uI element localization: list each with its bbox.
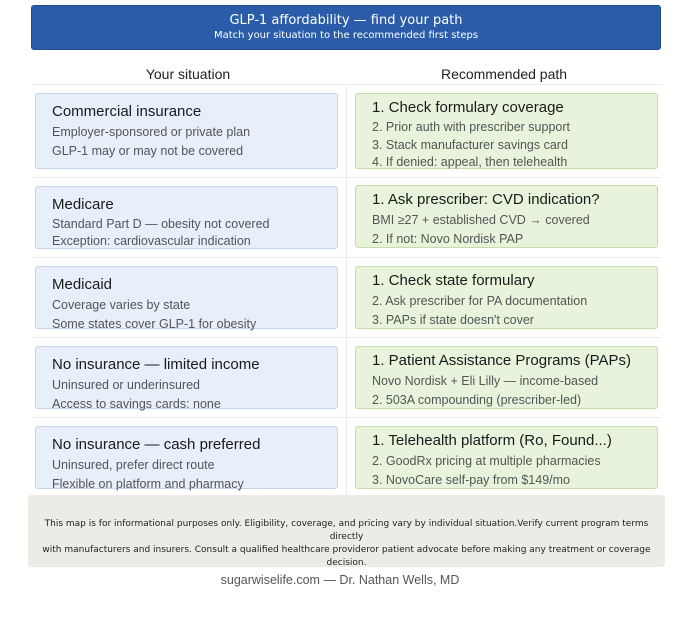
situation-card-cash-preferred [35,426,338,489]
situation-detail: Uninsured or underinsured [52,378,201,392]
title-banner [31,5,661,50]
row-divider [31,257,662,258]
column-divider [346,86,347,496]
situation-detail: Some states cover GLP-1 for obesity [52,317,257,331]
page-subtitle: Match your situation to the recommended first steps [213,30,479,41]
path-step: 3. PAPs if state doesn't cover [372,313,534,327]
disclaimer-box [28,495,665,567]
disclaimer-line: with manufacturers and insurers. Consult a qualified healthcare provideror patient advocate before making any treatment or coverage decision. [42,545,651,568]
situation-detail: Uninsured, prefer direct route [52,458,215,472]
path-step: 3. Stack manufacturer savings card [372,137,568,152]
row-divider [31,337,662,338]
disclaimer-line: This map is for informational purposes only. Eligibility, coverage, and pricing vary by individual situation.Verify current program terms directly [44,519,649,542]
situation-title: Medicaid [52,276,113,293]
path-step: 3. NovoCare self-pay from $149/mo [372,473,571,487]
path-title: 1. Ask prescriber: CVD indication? [372,191,600,208]
path-step: 2. 503A compounding (prescriber-led) [372,393,582,407]
row-divider [31,177,662,178]
column-header-situation: Your situation [145,66,231,82]
path-card-medicaid [355,266,658,329]
header-divider [31,84,662,85]
path-card-cash-preferred [355,426,658,489]
path-step: Novo Nordisk + Eli Lilly — income-based [372,374,599,388]
situation-detail: Employer-sponsored or private plan [52,125,251,139]
situation-card-medicaid [35,266,338,329]
footer-credit: sugarwiselife.com — Dr. Nathan Wells, MD [220,573,460,587]
path-step: BMI ≥27 + established CVD → covered [372,213,590,227]
path-step: 2. Ask prescriber for PA documentation [372,294,588,308]
path-card-limited-income [355,346,658,409]
row-divider [31,417,662,418]
situation-detail: GLP-1 may or may not be covered [52,144,244,158]
path-step: 2. If not: Novo Nordisk PAP [372,232,524,246]
situation-detail: Coverage varies by state [52,298,191,312]
path-title: 1. Check formulary coverage [372,99,564,116]
situation-title: No insurance — cash preferred [52,436,261,453]
situation-title: No insurance — limited income [52,356,260,373]
path-step: 2. GoodRx pricing at multiple pharmacies [372,454,601,468]
situation-title: Medicare [52,196,114,213]
column-header-path: Recommended path [440,66,568,82]
situation-detail: Exception: cardiovascular indication [52,234,251,248]
path-step: 2. Prior auth with prescriber support [372,120,571,134]
situation-detail: Access to savings cards: none [52,397,221,411]
situation-card-medicare [35,186,338,249]
path-title: 1. Telehealth platform (Ro, Found...) [372,432,612,449]
path-card-commercial [355,93,658,169]
path-card-medicare [355,185,658,248]
situation-detail: Flexible on platform and pharmacy [52,477,244,491]
situation-detail: Standard Part D — obesity not covered [52,217,270,231]
page-title: GLP-1 affordability — find your path [229,13,463,28]
situation-title: Commercial insurance [52,103,202,120]
path-step: 4. If denied: appeal, then telehealth [372,155,568,169]
path-title: 1. Check state formulary [372,272,535,289]
path-title: 1. Patient Assistance Programs (PAPs) [372,352,631,369]
situation-card-limited-income [35,346,338,409]
situation-card-commercial [35,93,338,169]
